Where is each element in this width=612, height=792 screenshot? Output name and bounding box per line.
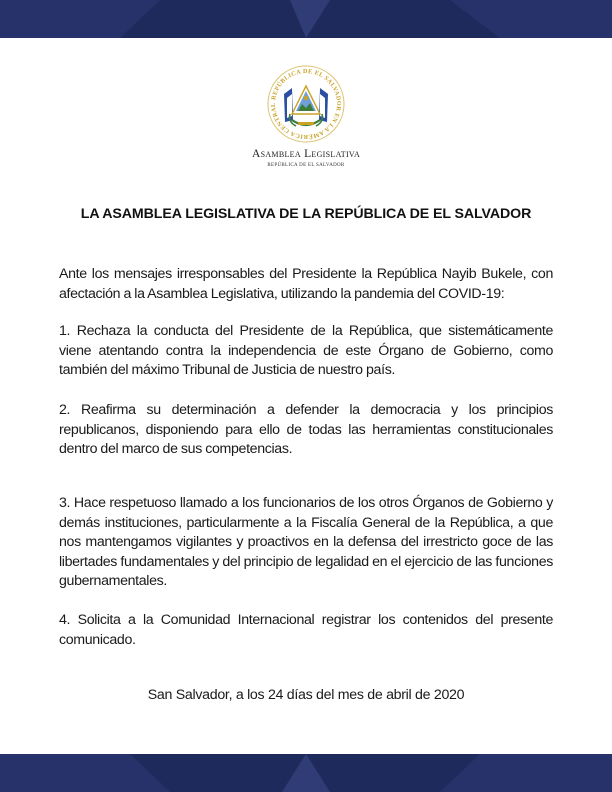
- point-1-paragraph: 1. Rechaza la conducta del Presidente de la República, que sistemáticamente viene atentando contra la independencia de este Órgano de Gobierno, como también del máximo Tribunal de Justicia de nuestro país.: [59, 323, 553, 378]
- closing-date-line: San Salvador, a los 24 días del mes de abril de 2020: [147, 687, 465, 703]
- point-2-paragraph: 2. Reafirma su determinación a defender la democracia y los principios republicanos, disponiendo para ello de todas las herramientas constitucionales dentro del marco de sus competencias.: [59, 402, 553, 457]
- national-seal: [266, 64, 346, 144]
- footer-band-decoration: [0, 754, 612, 792]
- document-heading: LA ASAMBLEA LEGISLATIVA DE LA REPÚBLICA DE EL SALVADOR: [80, 206, 532, 222]
- org-name: Asamblea Legislativa: [251, 148, 361, 160]
- footer-band: [0, 754, 612, 792]
- point-3-paragraph: 3. Hace respetuoso llamado a los funcionarios de los otros Órganos de Gobierno y demás instituciones, particularmente a la Fiscalía General de la República, a que nos mantengamos vigilantes y proactivos en la defensa del irrestricto goce de las libertades fundamentales y del principio de legalidad en el ejercicio de las funciones gubernamentales.: [59, 495, 553, 589]
- seal-ring-text: REPÚBLICA DE EL SALVADOR EN LA AMÉRICA CENTRAL: [269, 67, 343, 141]
- seal-icon: [266, 64, 346, 144]
- intro-paragraph: Ante los mensajes irresponsables del Presidente la República Nayib Bukele, con afectación a la Asamblea Legislativa, utilizando la pandemia del COVID-19:: [59, 266, 553, 302]
- org-subtitle: REPÚBLICA DE EL SALVADOR: [267, 163, 345, 168]
- header-band-decoration: [0, 0, 612, 38]
- point-4-paragraph: 4. Solicita a la Comunidad Internacional registrar los contenidos del presente comunicado.: [59, 612, 553, 648]
- header-band: [0, 0, 612, 38]
